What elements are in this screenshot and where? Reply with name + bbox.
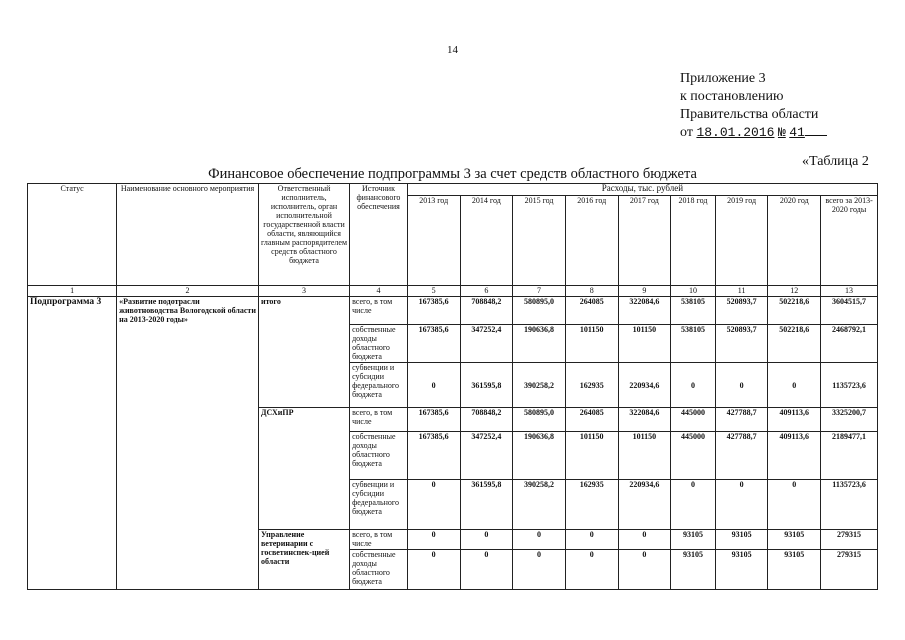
value-cell: 101150 [618,432,671,480]
value-cell: 347252,4 [460,432,513,480]
appendix-line-1: Приложение 3 [680,71,766,86]
value-cell: 190636,8 [513,432,566,480]
value-cell: 0 [618,550,671,590]
value-cell: 93105 [715,550,768,590]
source-cell: собственные доходы областного бюджета [350,325,408,363]
value-cell: 445000 [671,408,716,432]
value-cell: 0 [407,363,460,408]
value-cell: 0 [768,480,821,530]
value-cell: 93105 [671,530,716,550]
value-cell: 390258,2 [513,363,566,408]
value-cell: 409113,6 [768,408,821,432]
header-row-1 [28,184,878,196]
value-cell: 0 [565,550,618,590]
value-cell: 264085 [565,408,618,432]
value-cell: 520893,7 [715,325,768,363]
header-name: Наименование основного мероприятия [117,184,259,286]
value-cell: 0 [460,530,513,550]
header-year: 2015 год [513,196,566,286]
value-cell: 93105 [768,530,821,550]
column-number: 3 [258,286,349,297]
header-source: Источник финансового обеспечения [350,184,408,286]
header-year: 2013 год [407,196,460,286]
value-cell: 708848,2 [460,297,513,325]
value-cell: 322084,6 [618,408,671,432]
source-cell: всего, в том числе [350,297,408,325]
value-cell: 0 [715,363,768,408]
header-year-total: всего за 2013-2020 годы [821,196,878,286]
value-cell: 162935 [565,363,618,408]
value-cell: 502218,6 [768,325,821,363]
value-cell: 580895,0 [513,408,566,432]
value-cell: 322084,6 [618,297,671,325]
column-number: 13 [821,286,878,297]
column-number: 8 [565,286,618,297]
value-cell: 361595,8 [460,480,513,530]
value-cell: 0 [618,530,671,550]
date-underline [805,125,827,136]
source-cell: субвенции и субсидии федерального бюджета [350,480,408,530]
value-cell: 347252,4 [460,325,513,363]
value-cell: 0 [407,480,460,530]
column-number-row [28,286,878,297]
value-cell: 3325200,7 [821,408,878,432]
column-number: 5 [407,286,460,297]
source-cell: всего, в том числе [350,530,408,550]
value-cell: 0 [513,550,566,590]
value-cell: 279315 [821,550,878,590]
table-label: «Таблица 2 [802,154,869,169]
value-cell: 101150 [618,325,671,363]
header-year: 2020 год [768,196,821,286]
value-cell: 0 [715,480,768,530]
value-cell: 0 [671,480,716,530]
header-year: 2019 год [715,196,768,286]
header-year: 2017 год [618,196,671,286]
header-year: 2016 год [565,196,618,286]
value-cell: 279315 [821,530,878,550]
column-number: 7 [513,286,566,297]
value-cell: 167385,6 [407,432,460,480]
value-cell: 708848,2 [460,408,513,432]
value-cell: 3604515,7 [821,297,878,325]
value-cell: 0 [565,530,618,550]
source-cell: всего, в том числе [350,408,408,432]
appendix-line-3: Правительства области [680,107,819,122]
column-number: 12 [768,286,821,297]
value-cell: 93105 [715,530,768,550]
value-cell: 538105 [671,297,716,325]
decree-number: 41 [789,125,805,140]
source-cell: собственные доходы областного бюджета [350,432,408,480]
value-cell: 390258,2 [513,480,566,530]
value-cell: 445000 [671,432,716,480]
value-cell: 2189477,1 [821,432,878,480]
appendix-line-2: к постановлению [680,89,784,104]
source-cell: субвенции и субсидии федерального бюджета [350,363,408,408]
subprogram-name: «Развитие подотрасли животноводства Вологодской области на 2013-2020 годы» [117,297,259,590]
appendix-block [680,70,827,142]
decree-date: 18.01.2016 [696,125,775,140]
value-cell: 580895,0 [513,297,566,325]
number-sign: № [777,125,786,140]
column-number: 1 [28,286,117,297]
value-cell: 427788,7 [715,408,768,432]
value-cell: 361595,8 [460,363,513,408]
value-cell: 101150 [565,432,618,480]
value-cell: 0 [407,550,460,590]
value-cell: 264085 [565,297,618,325]
value-cell: 101150 [565,325,618,363]
executor-veterinary: Управление ветеринарии с госветинспек-цией области [258,530,349,590]
column-number: 11 [715,286,768,297]
value-cell: 167385,6 [407,408,460,432]
column-number: 6 [460,286,513,297]
header-year: 2018 год [671,196,716,286]
header-expenses: Расходы, тыс. рублей [407,184,877,196]
value-cell: 93105 [671,550,716,590]
source-cell: собственные доходы областного бюджета [350,550,408,590]
value-cell: 0 [513,530,566,550]
value-cell: 1135723,6 [821,480,878,530]
header-status: Статус [28,184,117,286]
appendix-date-line [680,124,827,142]
value-cell: 502218,6 [768,297,821,325]
value-cell: 0 [768,363,821,408]
value-cell: 0 [407,530,460,550]
value-cell: 520893,7 [715,297,768,325]
column-number: 4 [350,286,408,297]
value-cell: 427788,7 [715,432,768,480]
page-number: 14 [447,44,458,56]
value-cell: 0 [671,363,716,408]
value-cell: 162935 [565,480,618,530]
budget-table [27,183,878,590]
value-cell: 167385,6 [407,325,460,363]
value-cell: 190636,8 [513,325,566,363]
column-number: 9 [618,286,671,297]
header-executor: Ответственный исполнитель, исполнитель, орган исполнительной государственной власти области, являющийся главным распорядителем средств областного бюджета [258,184,349,286]
value-cell: 93105 [768,550,821,590]
executor-total: итого [258,297,349,408]
value-cell: 2468792,1 [821,325,878,363]
subprogram-status: Подпрограмма 3 [28,297,117,590]
value-cell: 538105 [671,325,716,363]
column-number: 10 [671,286,716,297]
value-cell: 0 [460,550,513,590]
date-prefix: от [680,125,693,140]
header-year: 2014 год [460,196,513,286]
value-cell: 220934,6 [618,480,671,530]
value-cell: 1135723,6 [821,363,878,408]
value-cell: 220934,6 [618,363,671,408]
executor-dshipr: ДСХиПР [258,408,349,530]
value-cell: 409113,6 [768,432,821,480]
value-cell: 167385,6 [407,297,460,325]
table-row [28,297,878,325]
column-number: 2 [117,286,259,297]
document-title: Финансовое обеспечение подпрограммы 3 за счет средств областного бюджета [208,166,697,182]
